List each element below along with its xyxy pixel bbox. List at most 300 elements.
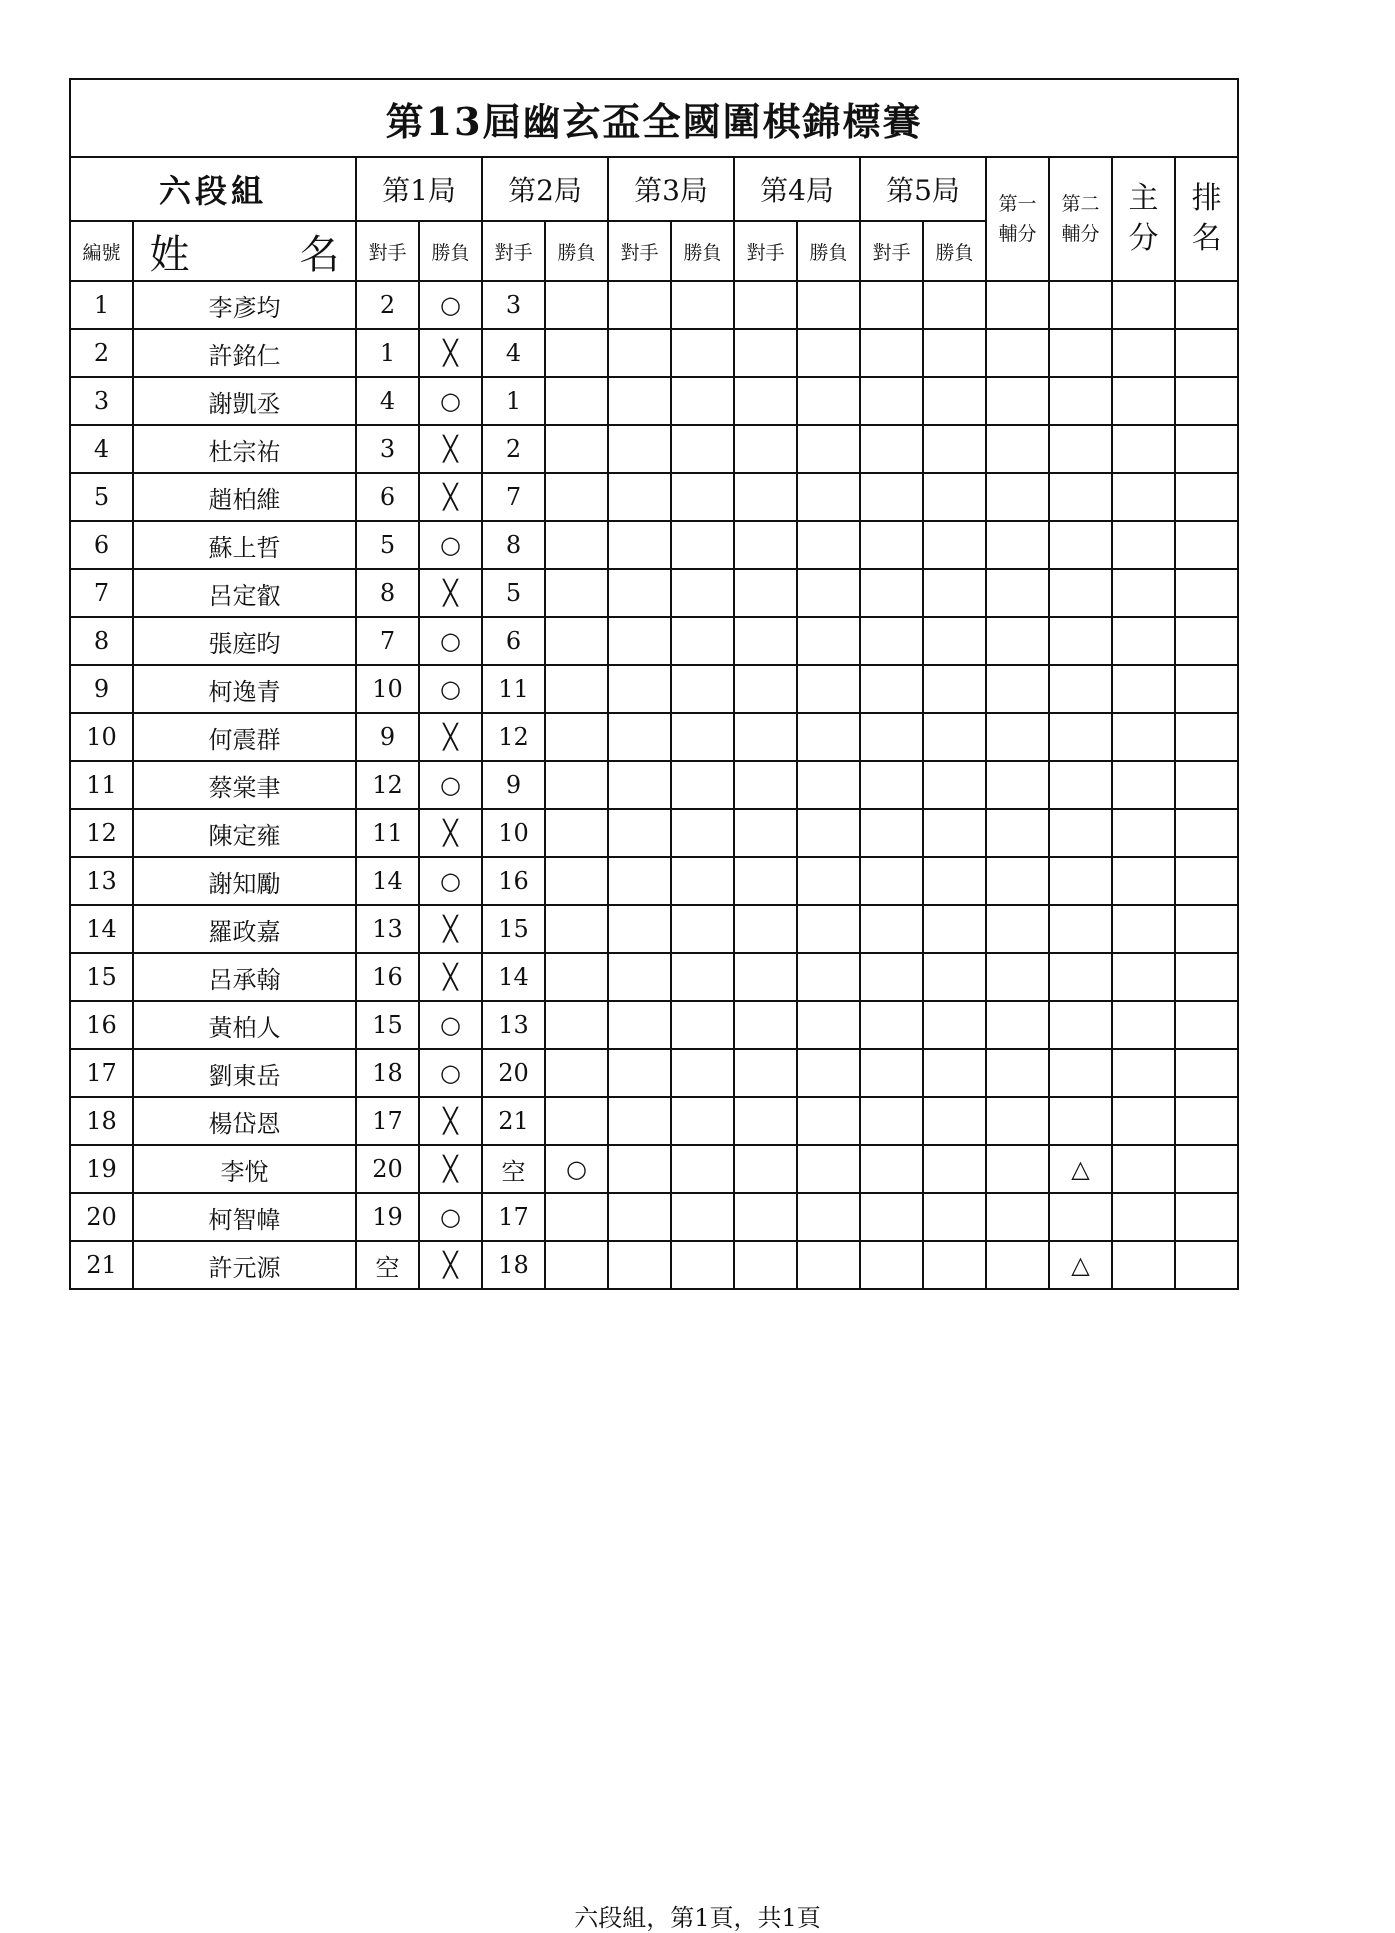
round-1-opponent: 19 [356,1193,419,1241]
index-header: 編號 [70,221,133,281]
rank-cell [1175,1049,1238,1097]
round-4-opponent [734,761,797,809]
round-1-result: ╳ [419,1097,482,1145]
table-row [70,617,1238,665]
round-2-opponent: 3 [482,281,545,329]
round-2-result [545,809,608,857]
round-4-opponent [734,953,797,1001]
round-1-result: ╳ [419,905,482,953]
round-4-opponent [734,809,797,857]
round-3-result [671,521,734,569]
round-3-result [671,1001,734,1049]
round-3-opponent [608,1241,671,1289]
round-5-result [923,1049,986,1097]
page-footer: 六段組，第1頁，共1頁 [574,1904,821,1932]
aux-score-2-cell [1049,569,1112,617]
round-1-result: ○ [419,1049,482,1097]
table-row [70,1193,1238,1241]
aux-score-1-cell [986,425,1049,473]
round-1-opponent: 10 [356,665,419,713]
round-3-opponent [608,665,671,713]
round-5-result [923,761,986,809]
aux-score-1-cell [986,617,1049,665]
main-score-cell [1112,1193,1175,1241]
round-3-opponent [608,1145,671,1193]
round-1-result: ╳ [419,953,482,1001]
table-row [70,281,1238,329]
round-1-result: ○ [419,521,482,569]
round-2-result [545,665,608,713]
round-3-opponent [608,1001,671,1049]
round-5-result [923,569,986,617]
round-1-opponent: 空 [356,1241,419,1289]
round-4-opponent [734,569,797,617]
main-score-cell [1112,1097,1175,1145]
round-3-opponent [608,521,671,569]
player-name: 何震群 [133,713,356,761]
aux-score-1-cell [986,473,1049,521]
player-rows [70,281,1238,1289]
aux-score-2-header: 第二 輔分 [1049,157,1112,281]
table-row [70,953,1238,1001]
round-1-opponent: 2 [356,281,419,329]
round-1-result: ╳ [419,809,482,857]
round-3-result [671,761,734,809]
aux-score-2-cell [1049,521,1112,569]
round-2-opponent: 10 [482,809,545,857]
round-1-result: ╳ [419,329,482,377]
round-1-header: 第1局 [356,157,482,221]
round-4-opponent [734,1145,797,1193]
rank-cell [1175,713,1238,761]
table-row [70,521,1238,569]
player-name: 陳定雍 [133,809,356,857]
round-2-opponent: 14 [482,953,545,1001]
main-score-cell [1112,1049,1175,1097]
round-4-result [797,473,860,521]
round-4-result [797,761,860,809]
player-number: 6 [70,521,133,569]
player-number: 1 [70,281,133,329]
aux-score-2-cell [1049,1097,1112,1145]
rank-cell [1175,1097,1238,1145]
rank-cell [1175,569,1238,617]
aux-score-2-cell [1049,1001,1112,1049]
round-3-opponent [608,905,671,953]
round-2-opponent: 空 [482,1145,545,1193]
opponent-header: 對手 [482,221,545,281]
round-1-result: ╳ [419,1241,482,1289]
main-score-cell [1112,569,1175,617]
aux-score-2-cell [1049,377,1112,425]
round-1-opponent: 11 [356,809,419,857]
rank-header: 排 名 [1175,157,1238,281]
round-2-result [545,761,608,809]
round-3-result [671,1097,734,1145]
round-4-result [797,713,860,761]
aux-score-1-cell [986,329,1049,377]
round-2-result [545,377,608,425]
round-3-result [671,1145,734,1193]
round-3-opponent [608,281,671,329]
round-5-opponent [860,1145,923,1193]
round-4-result [797,1145,860,1193]
player-name: 李彥均 [133,281,356,329]
round-2-opponent: 9 [482,761,545,809]
round-1-opponent: 13 [356,905,419,953]
round-2-opponent: 13 [482,1001,545,1049]
round-2-result [545,617,608,665]
round-4-result [797,953,860,1001]
player-number: 13 [70,857,133,905]
round-1-opponent: 16 [356,953,419,1001]
player-number: 5 [70,473,133,521]
round-5-result [923,1001,986,1049]
round-5-opponent [860,521,923,569]
round-4-opponent [734,665,797,713]
round-3-opponent [608,953,671,1001]
result-header: 勝負 [419,221,482,281]
round-2-opponent: 5 [482,569,545,617]
rank-cell [1175,473,1238,521]
group-label: 六段組 [70,157,356,221]
table-row [70,665,1238,713]
round-3-result [671,809,734,857]
round-1-result: ○ [419,377,482,425]
main-score-cell [1112,1001,1175,1049]
round-3-result [671,473,734,521]
main-score-cell [1112,425,1175,473]
round-2-result [545,569,608,617]
round-3-opponent [608,329,671,377]
round-3-opponent [608,377,671,425]
table-row [70,905,1238,953]
round-5-opponent [860,473,923,521]
round-2-opponent: 15 [482,905,545,953]
round-4-opponent [734,377,797,425]
aux-score-1-header: 第一 輔分 [986,157,1049,281]
table-row [70,1049,1238,1097]
player-number: 4 [70,425,133,473]
round-3-opponent [608,1049,671,1097]
round-4-result [797,665,860,713]
player-name: 李悅 [133,1145,356,1193]
round-5-result [923,665,986,713]
round-2-opponent: 4 [482,329,545,377]
rank-cell [1175,521,1238,569]
round-5-result [923,521,986,569]
round-5-result [923,857,986,905]
aux-score-1-cell [986,1241,1049,1289]
round-4-opponent [734,1241,797,1289]
round-3-opponent [608,713,671,761]
round-2-result [545,1193,608,1241]
table-row [70,1097,1238,1145]
player-name: 許銘仁 [133,329,356,377]
aux-score-1-cell [986,953,1049,1001]
round-4-result [797,1097,860,1145]
aux-score-2-cell [1049,953,1112,1001]
player-name: 劉東岳 [133,1049,356,1097]
round-5-opponent [860,665,923,713]
round-3-result [671,953,734,1001]
table-row [70,1241,1238,1289]
round-2-opponent: 21 [482,1097,545,1145]
round-5-result [923,905,986,953]
table-row [70,713,1238,761]
round-4-result [797,809,860,857]
aux-score-1-cell [986,665,1049,713]
aux-score-1-cell [986,809,1049,857]
player-number: 14 [70,905,133,953]
rank-cell [1175,1193,1238,1241]
round-4-opponent [734,713,797,761]
round-1-opponent: 15 [356,1001,419,1049]
main-score-cell [1112,377,1175,425]
round-4-result [797,281,860,329]
round-1-result: ○ [419,761,482,809]
round-3-opponent [608,761,671,809]
main-score-cell [1112,473,1175,521]
player-number: 20 [70,1193,133,1241]
round-5-result [923,425,986,473]
rank-cell [1175,953,1238,1001]
round-3-opponent [608,569,671,617]
player-name: 杜宗祐 [133,425,356,473]
aux-score-1-cell [986,377,1049,425]
aux-score-2-cell [1049,281,1112,329]
opponent-header: 對手 [356,221,419,281]
round-5-result [923,1241,986,1289]
round-4-opponent [734,1193,797,1241]
player-name: 柯逸青 [133,665,356,713]
result-header: 勝負 [923,221,986,281]
round-3-opponent [608,473,671,521]
round-5-opponent [860,1097,923,1145]
round-2-result [545,425,608,473]
aux-score-2-cell [1049,1049,1112,1097]
round-5-result [923,329,986,377]
aux-score-1-cell [986,1001,1049,1049]
round-2-result: ○ [545,1145,608,1193]
round-5-result [923,281,986,329]
player-number: 8 [70,617,133,665]
round-3-result [671,281,734,329]
rank-cell [1175,329,1238,377]
main-score-cell [1112,953,1175,1001]
round-1-opponent: 8 [356,569,419,617]
table-row [70,569,1238,617]
rank-cell [1175,1001,1238,1049]
player-name: 呂定叡 [133,569,356,617]
round-2-result [545,713,608,761]
round-4-opponent [734,857,797,905]
round-3-result [671,617,734,665]
round-2-opponent: 18 [482,1241,545,1289]
round-1-opponent: 4 [356,377,419,425]
round-3-result [671,329,734,377]
rank-cell [1175,905,1238,953]
round-1-opponent: 7 [356,617,419,665]
aux-score-1-cell [986,521,1049,569]
player-name: 楊岱恩 [133,1097,356,1145]
aux-score-1-cell [986,1193,1049,1241]
standings-table [69,78,1239,1290]
rank-cell [1175,377,1238,425]
round-5-result [923,1193,986,1241]
player-name: 趙柏維 [133,473,356,521]
aux-score-2-cell [1049,329,1112,377]
round-4-result [797,857,860,905]
round-3-opponent [608,425,671,473]
table-row [70,425,1238,473]
opponent-header: 對手 [734,221,797,281]
round-4-opponent [734,1097,797,1145]
player-name: 蘇上哲 [133,521,356,569]
round-4-opponent [734,905,797,953]
main-score-cell [1112,1145,1175,1193]
round-5-opponent [860,617,923,665]
round-1-opponent: 12 [356,761,419,809]
round-4-opponent [734,521,797,569]
rank-cell [1175,1241,1238,1289]
round-1-opponent: 9 [356,713,419,761]
round-4-result [797,521,860,569]
result-header: 勝負 [797,221,860,281]
player-number: 2 [70,329,133,377]
round-1-result: ╳ [419,425,482,473]
player-number: 3 [70,377,133,425]
result-header: 勝負 [671,221,734,281]
round-5-opponent [860,425,923,473]
round-1-result: ○ [419,617,482,665]
round-4-opponent [734,425,797,473]
round-1-result: ○ [419,1001,482,1049]
aux-score-1-cell [986,1097,1049,1145]
round-5-opponent [860,905,923,953]
round-5-opponent [860,569,923,617]
round-4-result [797,1001,860,1049]
round-5-opponent [860,809,923,857]
player-number: 19 [70,1145,133,1193]
round-5-result [923,713,986,761]
rank-cell [1175,761,1238,809]
aux-score-2-cell: △ [1049,1241,1112,1289]
round-1-result: ○ [419,665,482,713]
round-2-header: 第2局 [482,157,608,221]
aux-score-2-cell [1049,473,1112,521]
round-2-opponent: 16 [482,857,545,905]
round-4-result [797,377,860,425]
rank-cell [1175,281,1238,329]
round-1-result: ╳ [419,473,482,521]
score-sheet [69,78,1234,1290]
round-4-result [797,569,860,617]
round-3-result [671,713,734,761]
table-row [70,329,1238,377]
aux-score-2-cell [1049,1193,1112,1241]
round-3-opponent [608,1193,671,1241]
round-1-opponent: 14 [356,857,419,905]
round-3-result [671,1241,734,1289]
round-1-result: ╳ [419,713,482,761]
rank-cell [1175,1145,1238,1193]
round-2-result [545,1097,608,1145]
round-1-result: ╳ [419,569,482,617]
aux-score-1-cell [986,857,1049,905]
player-number: 21 [70,1241,133,1289]
round-3-header: 第3局 [608,157,734,221]
page-title: 第13屆幽玄盃全國圍棋錦標賽 [70,79,1238,157]
round-1-result: ○ [419,857,482,905]
main-score-cell [1112,617,1175,665]
aux-score-1-cell [986,569,1049,617]
aux-score-1-cell [986,1145,1049,1193]
main-score-cell [1112,1241,1175,1289]
player-name: 柯智幃 [133,1193,356,1241]
table-row [70,809,1238,857]
table-row [70,1145,1238,1193]
round-2-opponent: 2 [482,425,545,473]
round-2-result [545,1001,608,1049]
round-5-opponent [860,281,923,329]
round-5-result [923,809,986,857]
round-2-result [545,857,608,905]
round-1-opponent: 5 [356,521,419,569]
round-5-result [923,1145,986,1193]
player-number: 18 [70,1097,133,1145]
round-3-opponent [608,617,671,665]
aux-score-1-cell [986,281,1049,329]
rank-cell [1175,665,1238,713]
opponent-header: 對手 [608,221,671,281]
round-4-result [797,1241,860,1289]
round-3-result [671,1193,734,1241]
name-header: 姓 名 [133,221,356,281]
round-4-opponent [734,473,797,521]
round-3-result [671,569,734,617]
aux-score-2-cell [1049,761,1112,809]
round-5-result [923,473,986,521]
round-2-opponent: 12 [482,713,545,761]
round-4-opponent [734,1001,797,1049]
round-3-opponent [608,809,671,857]
round-5-opponent [860,1001,923,1049]
rank-cell [1175,857,1238,905]
round-1-opponent: 6 [356,473,419,521]
round-2-result [545,1049,608,1097]
aux-score-2-cell [1049,857,1112,905]
round-2-opponent: 11 [482,665,545,713]
round-4-result [797,617,860,665]
round-4-result [797,1193,860,1241]
aux-score-2-cell: △ [1049,1145,1112,1193]
aux-score-1-cell [986,713,1049,761]
round-4-header: 第4局 [734,157,860,221]
aux-score-2-cell [1049,425,1112,473]
round-2-opponent: 6 [482,617,545,665]
table-row [70,1001,1238,1049]
main-score-cell [1112,713,1175,761]
player-number: 15 [70,953,133,1001]
round-2-opponent: 20 [482,1049,545,1097]
player-name: 張庭昀 [133,617,356,665]
round-5-result [923,1097,986,1145]
aux-score-1-cell [986,905,1049,953]
player-name: 許元源 [133,1241,356,1289]
round-3-result [671,425,734,473]
round-2-result [545,521,608,569]
